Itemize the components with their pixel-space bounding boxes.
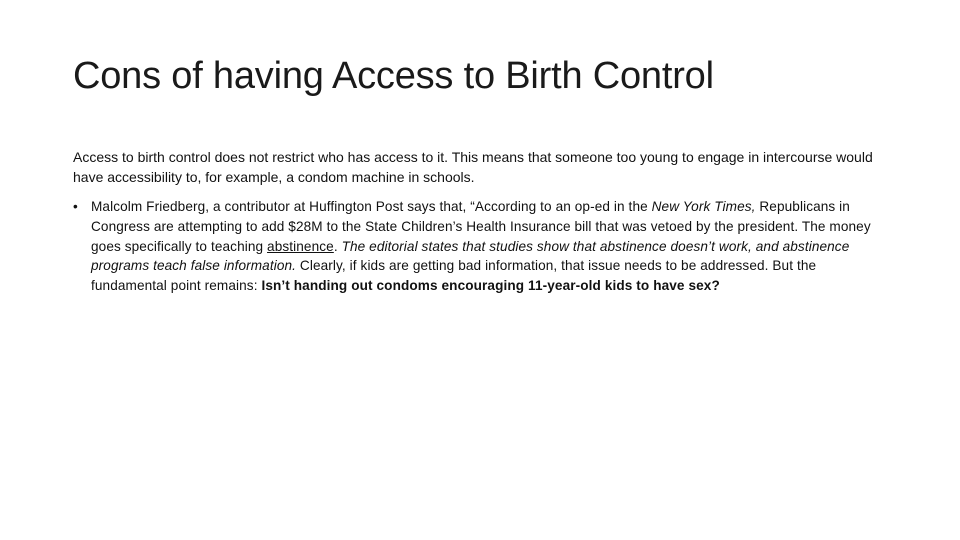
intro-paragraph: Access to birth control does not restrict who has access to it. This means that someone too young to engage in intercourse would have accessibility to, for example, a condom machine in schools. <box>73 149 873 185</box>
bullet-text-abstinence-underline: abstinence <box>267 238 334 254</box>
bullet-marker: • <box>73 199 78 214</box>
bullet-text-part3: Republicans in Congress are attempting to add $28M to the State Children’s Health Insurance bill that was vetoed by the president. The money goes specifically to teaching <box>91 199 871 254</box>
bullet-text-editorial-italic: The editorial states that studies show that abstinence doesn’t work, and abstinence programs teach false information. <box>91 238 850 274</box>
slide-content <box>73 148 888 296</box>
slide-title: Cons of having Access to Birth Control <box>73 55 714 97</box>
bullet-text-part1: Malcolm Friedberg, a contributor at Huffington Post says that, “According to an op-ed in the <box>91 199 652 214</box>
bullet-text-part7: Clearly, if kids are getting bad information, that issue needs to be addressed. But the fundamental point remains: <box>91 258 817 294</box>
bullet-item-friedberg-quote <box>73 197 888 296</box>
bullet-text-question-bold: Isn’t handing out condoms encouraging 11-year-old kids to have sex? <box>261 278 720 294</box>
bullet-text-nyt-italic: New York Times, <box>651 199 756 214</box>
bullet-list <box>73 197 888 296</box>
bullet-text-part5: . <box>333 238 342 254</box>
